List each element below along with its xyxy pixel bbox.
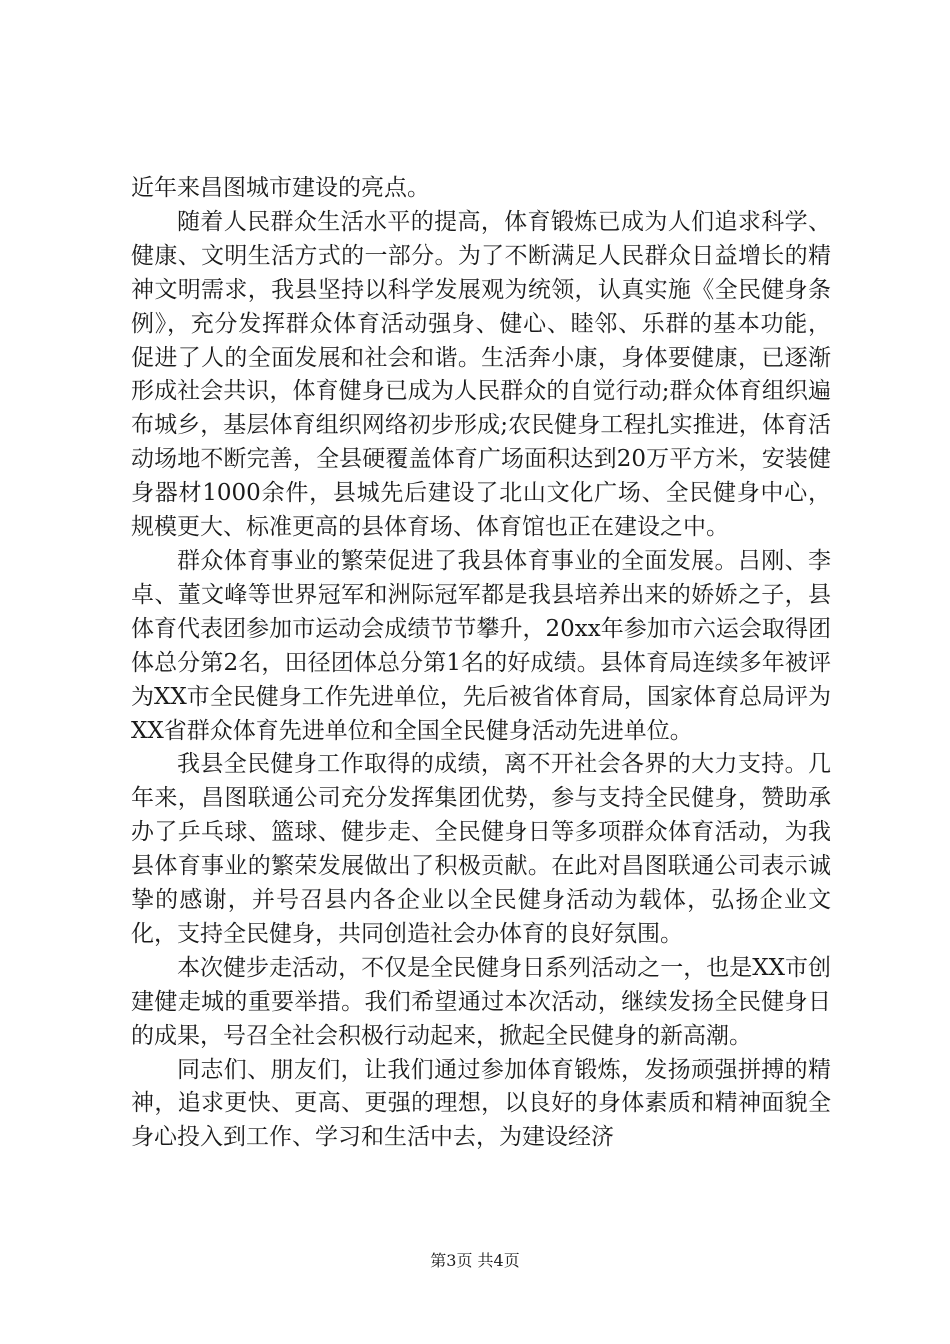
paragraph-fitness-development: 随着人民群众生活水平的提高，体育锻炼已成为人们追求科学、健康、文明生活方式的一部分。为了不断满足人民群众日益增长的精神文明需求，我县坚持以科学发展观为统领，认真实施《全民健身条例》，充分发挥群众体育活动强身、健心、睦邻、乐群的基本功能，促进了人的全面发展和社会和谐。生活奔小康，身体要健康，已逐渐形成社会共识，体育健身已成为人民群众的自觉行动;群众体育组织遍布城乡，基层体育组织网络初步形成;农民健身工程扎实推进，体育活动场地不断完善，全县硬覆盖体育广场面积达到20万平方米，安装健身器材1000余件，县城先后建设了北山文化广场、全民健身中心，规模更大、标准更高的县体育场、体育馆也正在建设之中。 (131, 208, 831, 541)
paragraph-sports-achievements: 群众体育事业的繁荣促进了我县体育事业的全面发展。吕刚、李卓、董文峰等世界冠军和洲际冠军都是我县培养出来的娇娇之子，县体育代表团参加市运动会成绩节节攀升，20xx年参加市六运会取得团体总分第2名，田径团体总分第1名的好成绩。县体育局连续多年被评为XX市全民健身工作先进单位，先后被省体育局，国家体育总局评为XX省群众体育先进单位和全国全民健身活动先进单位。 (131, 547, 831, 744)
paragraph-continuation: 近年来昌图城市建设的亮点。 (131, 175, 430, 201)
paragraph-walking-event: 本次健步走活动，不仅是全民健身日系列活动之一，也是XX市创建健走城的重要举措。我们希望通过本次活动，继续发扬全民健身日的成果，号召全社会积极行动起来，掀起全民健身的新高潮。 (131, 954, 831, 1049)
document-body (131, 172, 831, 1155)
page-footer: 第3页 共4页 (430, 1251, 520, 1270)
paragraph-social-support: 我县全民健身工作取得的成绩，离不开社会各界的大力支持。几年来，昌图联通公司充分发挥集团优势，参与支持全民健身，赞助承办了乒乓球、篮球、健步走、全民健身日等多项群众体育活动，为我县体育事业的繁荣发展做出了积极贡献。在此对昌图联通公司表示诚挚的感谢，并号召县内各企业以全民健身活动为载体，弘扬企业文化，支持全民健身，共同创造社会办体育的良好氛围。 (131, 751, 831, 947)
paragraph-closing-call: 同志们、朋友们，让我们通过参加体育锻炼，发扬顽强拼搏的精神，追求更快、更高、更强的理想，以良好的身体素质和精神面貌全身心投入到工作、学习和生活中去，为建设经济 (131, 1056, 831, 1151)
